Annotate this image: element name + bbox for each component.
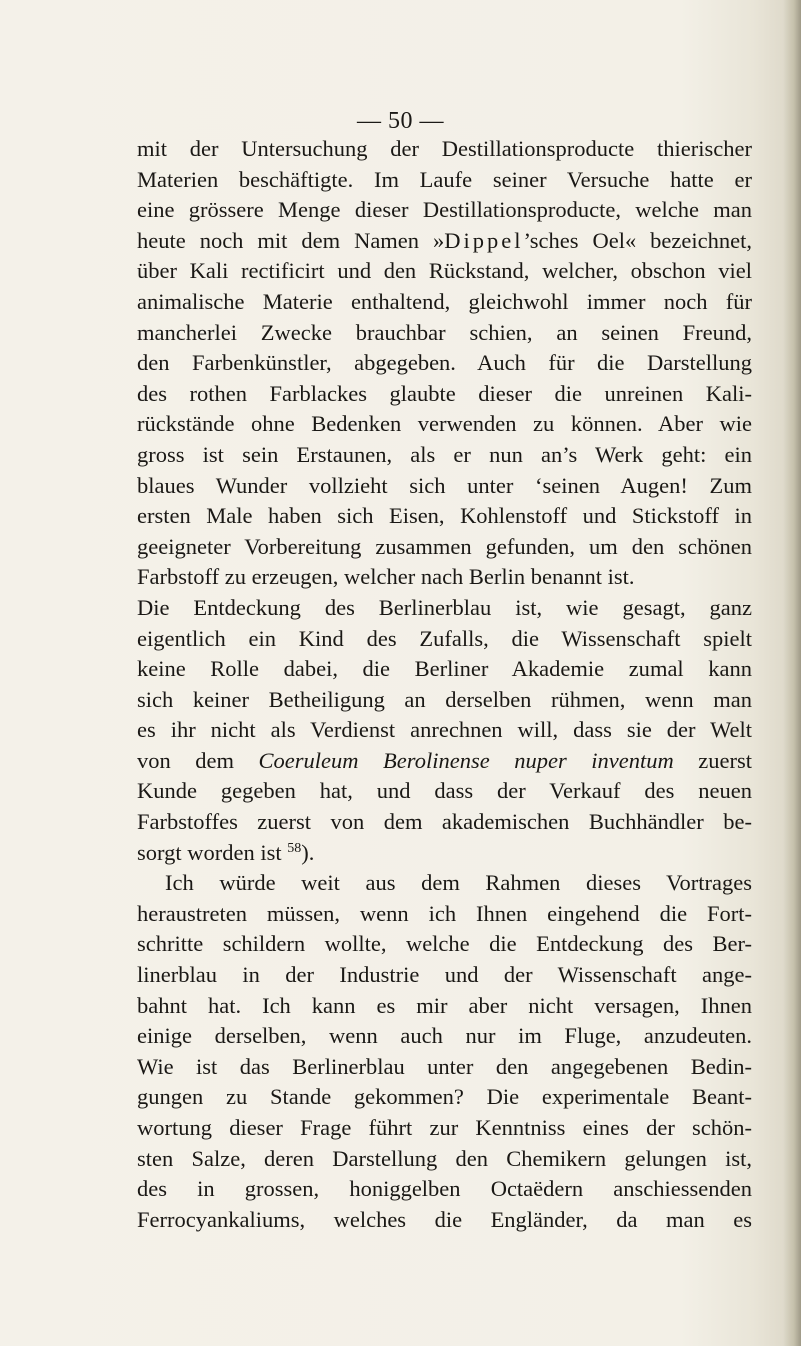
text-line: über Kali rectificirt und den Rückstand, welcher, obschon viel [137,258,752,284]
text-line: bahnt hat. Ich kann es mir aber nicht versagen, Ihnen [137,992,752,1018]
text-line: heraustreten müssen, wenn ich Ihnen eingehend die Fort- [137,900,752,926]
text-fragment: sorgt worden ist [137,839,288,865]
text-line: des in grossen, honiggelben Octaëdern anschiessenden [137,1176,752,1202]
text-line: den Farbenkünstler, abgegeben. Auch für die Darstellung [137,350,752,376]
page-edge-shadow [783,0,801,1346]
page-number: — 50 — [357,108,444,134]
text-line: mancherlei Zwecke brauchbar schien, an seinen Freund, [137,319,752,345]
spaced-name: Dippel [444,227,524,253]
text-line: sten Salze, deren Darstellung den Chemikern gelungen ist, [137,1145,752,1171]
text-line: linerblau in der Industrie und der Wissenschaft ange- [137,962,752,988]
text-line: gungen zu Stande gekommen? Die experimentale Beant- [137,1084,752,1110]
text-line: es ihr nicht als Verdienst anrechnen will, dass sie der Welt [137,717,752,743]
text-line: sich keiner Betheiligung an derselben rühmen, wenn man [137,686,752,712]
text-line: Ferrocyankaliums, welches die Engländer, da man es [137,1206,752,1232]
text-line: animalische Materie enthaltend, gleichwohl immer noch für [137,288,752,314]
text-fragment: heute noch mit dem Namen » [137,227,445,253]
text-line: keine Rolle dabei, die Berliner Akademie zumal kann [137,656,752,682]
text-line: Kunde gegeben hat, und dass der Verkauf des neuen [137,778,752,804]
text-line [137,746,752,777]
text-line: des rothen Farblackes glaubte dieser die unreinen Kali- [137,380,752,406]
italic-latin-title: Coeruleum Berolinense nuper inventum [258,747,674,773]
text-fragment: von dem [137,747,259,773]
text-line: mit der Untersuchung der Destillationsproducte thierischer [137,136,752,161]
text-fragment: ). [301,839,315,865]
text-line: geeigneter Vorbereitung zusammen gefunden, um den schönen [137,533,752,559]
text-fragment: ’sches Oel« bezeichnet, [523,227,752,253]
text-line: gross ist sein Erstaunen, als er nun an’s Werk geht: ein [137,441,752,467]
text-line: ersten Male haben sich Eisen, Kohlenstoff und Stickstoff in [137,503,752,529]
paragraph-first-line: Ich würde weit aus dem Rahmen dieses Vortrages [165,870,752,896]
text-line [137,838,752,869]
text-line: Materien beschäftigte. Im Laufe seiner Versuche hatte er [137,166,752,192]
text-line: eine grössere Menge dieser Destillationsproducte, welche man [137,197,752,223]
text-line: rückstände ohne Bedenken verwenden zu können. Aber wie [137,411,752,437]
footnote-ref: 58 [287,840,302,856]
text-line: Farbstoffes zuerst von dem akademischen Buchhändler be- [137,809,752,835]
text-line: einige derselben, wenn auch nur im Fluge, anzudeuten. [137,1023,752,1049]
text-line: wortung dieser Frage führt zur Kenntniss eines der schön- [137,1115,752,1140]
text-line: eigentlich ein Kind des Zufalls, die Wissenschaft spielt [137,625,752,651]
text-line: blaues Wunder vollzieht sich unter ‘seinen Augen! Zum [137,472,752,498]
text-line: Farbstoff zu erzeugen, welcher nach Berlin benannt ist. [137,564,635,590]
text-fragment: zuerst [673,747,752,773]
body-text [137,134,752,1235]
text-line: Die Entdeckung des Berlinerblau ist, wie gesagt, ganz [137,594,752,620]
text-line [137,226,752,257]
text-line: Wie ist das Berlinerblau unter den angegebenen Bedin- [137,1053,752,1079]
text-line: schritte schildern wollte, welche die Entdeckung des Ber- [137,931,752,957]
